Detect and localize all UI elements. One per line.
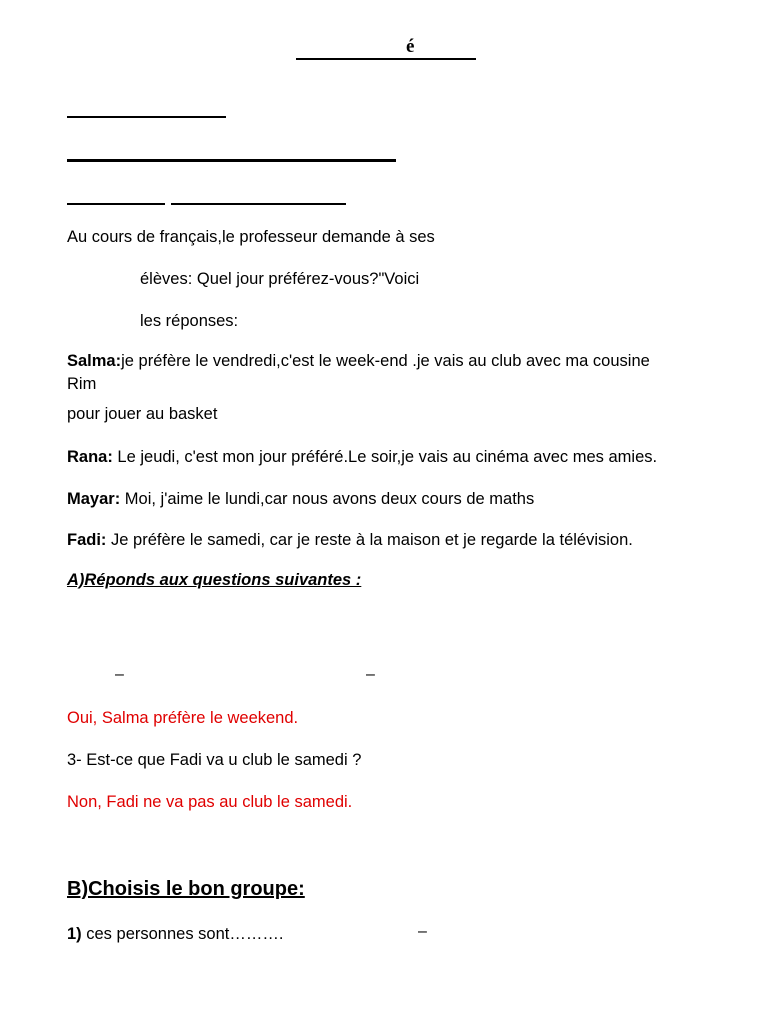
- long-blank-line: [67, 159, 396, 162]
- item-text: ces personnes sont……….: [81, 925, 284, 943]
- name-blank-line: [67, 116, 226, 118]
- short-blank-line-2: [171, 203, 346, 205]
- title-character: é: [406, 36, 415, 57]
- intro-line-1: Au cours de français,le professeur demande à ses: [67, 228, 435, 246]
- blank-dash-3: –: [418, 923, 427, 940]
- speaker-name: Salma:: [67, 352, 122, 370]
- answer-rana: [67, 446, 657, 468]
- answer-text: Moi, j'aime le lundi,car nous avons deux cours de maths: [120, 490, 535, 508]
- speaker-name: Mayar:: [67, 490, 121, 508]
- answer-3: Non, Fadi ne va pas au club le samedi.: [67, 793, 353, 811]
- blank-dash-2: –: [366, 666, 375, 683]
- answer-fadi: [67, 529, 633, 551]
- blank-dash-1: –: [115, 666, 124, 683]
- answer-text: Je préfère le samedi, car je reste à la maison et je regarde la télévision.: [106, 531, 633, 549]
- answer-text: je préfère le vendredi,c'est le week-end .je vais au club avec ma cousine: [121, 352, 650, 370]
- answer-salma-line-3: pour jouer au basket: [67, 405, 218, 423]
- section-b-title: B)Choisis le bon groupe:: [67, 878, 305, 900]
- answer-text: Le jeudi, c'est mon jour préféré.Le soir,je vais au cinéma avec mes amies.: [112, 448, 658, 466]
- speaker-name: Rana:: [67, 448, 113, 466]
- item-number: 1): [67, 925, 82, 943]
- section-b-item-1: [67, 923, 283, 945]
- title-underline: [296, 58, 476, 60]
- answer-salma-line-2: Rim: [67, 375, 97, 393]
- answer-mayar: [67, 488, 534, 510]
- answer-salma: [67, 350, 650, 372]
- answer-2: Oui, Salma préfère le weekend.: [67, 709, 299, 727]
- section-a-title: A)Réponds aux questions suivantes :: [67, 571, 362, 589]
- question-3: 3- Est-ce que Fadi va u club le samedi ?: [67, 751, 362, 769]
- intro-line-2: élèves: Quel jour préférez-vous?"Voici: [140, 270, 420, 288]
- speaker-name: Fadi:: [67, 531, 107, 549]
- intro-line-3: les réponses:: [140, 312, 239, 330]
- short-blank-line-1: [67, 203, 165, 205]
